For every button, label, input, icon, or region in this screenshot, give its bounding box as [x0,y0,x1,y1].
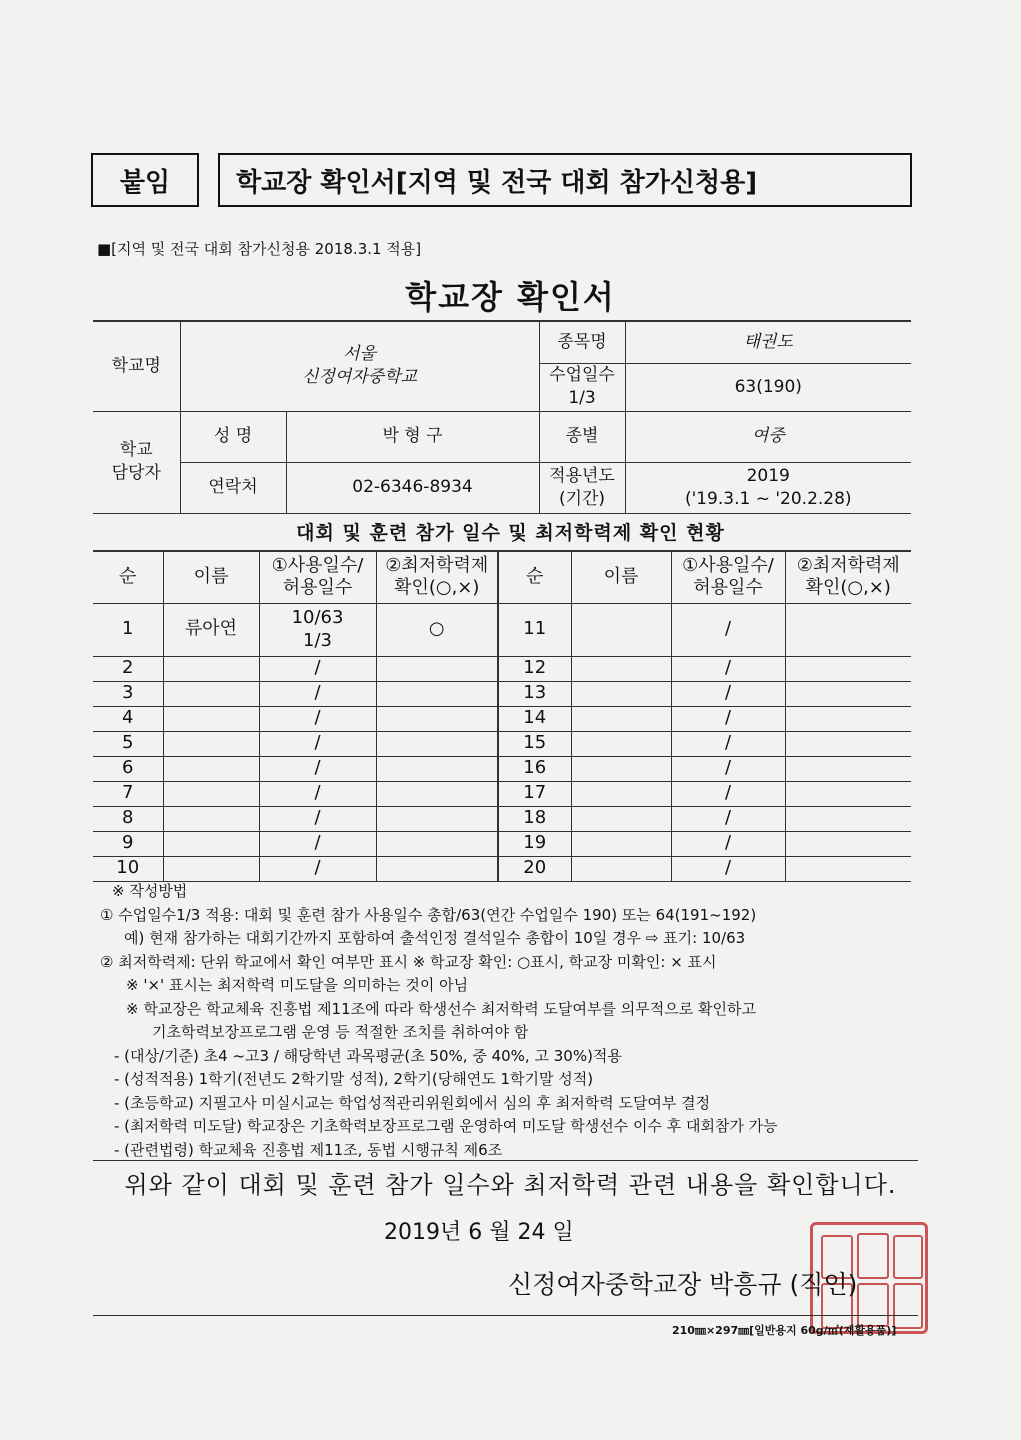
header-name-right: 이름 [571,551,671,603]
row-used: / [259,656,376,681]
table-row [93,831,911,856]
days-label-2: 1/3 [568,388,596,408]
note-line: - (초등학교) 지필고사 미실시교는 학업성적관리위원회에서 심의 후 최저학력 도달여부 결정 [114,1093,711,1112]
note-line: ② 최저학력제: 단위 학교에서 확인 여부만 표시 ※ 학교장 확인: ○표시, 학교장 미확인: × 표시 [100,952,717,971]
row-used: / [259,706,376,731]
manager-label-2: 담당자 [111,463,161,483]
row-name [571,831,671,856]
header-check-1: ②최저학력제 [385,554,489,576]
row-used: / [259,856,376,881]
row-used: / [259,806,376,831]
row-name [571,656,671,681]
year-value-cell [625,462,911,513]
row-used: / [671,856,785,881]
row-no: 11 [498,603,571,656]
table-row [93,681,911,706]
row-name [163,731,259,756]
row-no: 18 [498,806,571,831]
row-check [376,756,498,781]
table-row [93,731,911,756]
row-name [163,806,259,831]
row-check [785,706,911,731]
manager-label-cell [93,411,180,513]
note-line: - (성적적용) 1학기(전년도 2학기말 성적), 2학기(당해연도 1학기말 성적) [114,1070,594,1088]
year-label-1: 적용년도 [549,465,615,486]
row-used-1: 10/63 [291,607,344,628]
row-name [571,856,671,881]
table-row [93,856,911,881]
school-label: 학교명 [93,321,180,411]
row-check: ○ [376,603,498,656]
contact-value: 02-6346-8934 [286,462,539,513]
row-no: 7 [93,781,163,806]
header-used-right [671,551,785,603]
row-check [376,781,498,806]
row-used: / [671,656,785,681]
gender-value: 여중 [625,411,911,462]
row-no: 12 [498,656,571,681]
row-used: / [259,756,376,781]
row-check [376,706,498,731]
row-name [571,731,671,756]
row-name: 류아연 [163,603,259,656]
row-check [785,603,911,656]
row-check [785,756,911,781]
table-row [93,706,911,731]
year-label-2: (기간) [558,488,606,509]
days-value: 63(190) [625,363,911,411]
row-used: / [671,781,785,806]
table-row [93,756,911,781]
header-used-1: ①사용일수/ [682,554,774,576]
document-note: ■[지역 및 전국 대회 참가신청용 2018.3.1 적용] [97,240,422,258]
date-text: 2019년 6 월 24 일 [384,1220,574,1245]
row-no: 10 [93,856,163,881]
row-check [376,806,498,831]
school-name: 신정여자중학교 [302,367,417,388]
attachment-tag-text: 붙임 [119,167,171,198]
header-check-2: 확인(○,×) [805,577,891,599]
note-line: - (대상/기준) 초4 ~고3 / 해당학년 과목평균(초 50%, 중 40%, 고 30%)적용 [114,1046,622,1065]
name-label: 성 명 [180,411,286,462]
note-line: 기초학력보장프로그램 운영 등 적절한 조치를 취하여야 함 [152,1023,529,1041]
row-used [259,603,376,656]
row-name [571,706,671,731]
notes-heading: ※ 작성방법 [112,882,188,900]
row-used: / [259,781,376,806]
row-used: / [671,603,785,656]
row-no: 4 [93,706,163,731]
page-title: 학교장 확인서 [405,278,616,316]
row-used: / [259,681,376,706]
row-name [163,856,259,881]
header-check-2: 확인(○,×) [394,577,480,599]
name-value: 박 형 구 [286,411,539,462]
row-no: 1 [93,603,163,656]
row-used: / [671,806,785,831]
section-title: 대회 및 훈련 참가 일수 및 최저학력제 확인 현황 [296,522,725,544]
row-used: / [671,681,785,706]
school-info-table [93,320,911,514]
row-no: 5 [93,731,163,756]
row-check [376,681,498,706]
header-check-1: ②최저학력제 [796,554,900,576]
header-check-left [376,551,498,603]
header-used-1: ①사용일수/ [271,554,364,576]
row-check [785,731,911,756]
attendance-table [93,550,911,882]
paper-size-note: 210㎜×297㎜[일반용지 60g/㎡(재활용품)] [672,1324,897,1337]
note-line: ※ '×' 표시는 최저학력 미도달을 의미하는 것이 아님 [126,976,469,994]
row-used: / [259,731,376,756]
school-region: 서울 [343,344,376,365]
header-title-box [218,153,912,207]
row-no: 8 [93,806,163,831]
row-no: 14 [498,706,571,731]
row-name [163,706,259,731]
row-check [376,731,498,756]
row-used: / [671,731,785,756]
note-line: ※ 학교장은 학교체육 진흥법 제11조에 따라 학생선수 최저학력 도달여부를 의무적으로 확인하고 [126,999,756,1018]
row-no: 2 [93,656,163,681]
note-line: 예) 현재 참가하는 대회기간까지 포함하여 출석인정 결석일수 총합이 10일 경우 ⇨ 표기: 10/63 [124,929,746,947]
row-no: 17 [498,781,571,806]
row-no: 19 [498,831,571,856]
note-line: - (관련법령) 학교체육 진흥법 제11조, 동법 시행규칙 제6조 [114,1140,503,1159]
row-check [785,831,911,856]
row-check [785,681,911,706]
row-check [785,806,911,831]
header-used-left [259,551,376,603]
row-check [376,656,498,681]
note-line: ① 수업일수1/3 적용: 대회 및 훈련 참가 사용일수 총합/63(연간 수업일수 190) 또는 64(191~192) [100,905,757,924]
row-no: 9 [93,831,163,856]
days-label-1: 수업일수 [549,365,615,386]
row-no: 16 [498,756,571,781]
note-line: - (최저학력 미도달) 학교장은 기초학력보장프로그램 운영하여 미도달 학생선수 이수 후 대회참가 가능 [114,1117,778,1135]
row-used: / [259,831,376,856]
sport-label: 종목명 [539,321,625,363]
row-check [785,781,911,806]
table-row [93,656,911,681]
row-check [376,856,498,881]
header-check-right [785,551,911,603]
year-value-2: ('19.3.1 ~ '20.2.28) [684,488,852,509]
bottom-divider [93,1315,918,1316]
row-check [785,656,911,681]
row-name [163,656,259,681]
sport-value: 태권도 [625,321,911,363]
attachment-tag [91,153,199,207]
row-no: 20 [498,856,571,881]
table-row [93,806,911,831]
row-used: / [671,756,785,781]
row-name [571,603,671,656]
table-row [93,781,911,806]
contact-label: 연락처 [180,462,286,513]
header-no-left: 순 [93,551,163,603]
header-used-2: 허용일수 [282,577,353,599]
days-label-cell [539,363,625,411]
year-label-cell [539,462,625,513]
header-title: 학교장 확인서[지역 및 전국 대회 참가신청용] [236,167,758,198]
row-no: 13 [498,681,571,706]
row-used: / [671,706,785,731]
principal-signature: 신정여자중학교장 박흥규 (직인) [508,1270,858,1299]
instructions [100,880,920,1162]
header-used-2: 허용일수 [693,577,763,599]
header-name-left: 이름 [163,551,259,603]
row-no: 6 [93,756,163,781]
row-name [163,831,259,856]
row-name [571,681,671,706]
divider [93,1160,918,1161]
row-name [571,781,671,806]
row-used-2: 1/3 [303,629,332,651]
row-name [163,781,259,806]
row-name [163,756,259,781]
row-no: 15 [498,731,571,756]
row-name [571,756,671,781]
row-check [376,831,498,856]
row-no: 3 [93,681,163,706]
row-check [785,856,911,881]
row-used: / [671,831,785,856]
row-name [571,806,671,831]
school-name-cell [180,321,539,411]
manager-label-1: 학교 [119,440,153,461]
header-no-right: 순 [498,551,571,603]
row-name [163,681,259,706]
year-value-1: 2019 [746,465,790,486]
gender-label: 종별 [539,411,625,462]
table-row [93,603,911,656]
confirmation-text: 위와 같이 대회 및 훈련 참가 일수와 최저학력 관련 내용을 확인합니다. [124,1171,897,1199]
